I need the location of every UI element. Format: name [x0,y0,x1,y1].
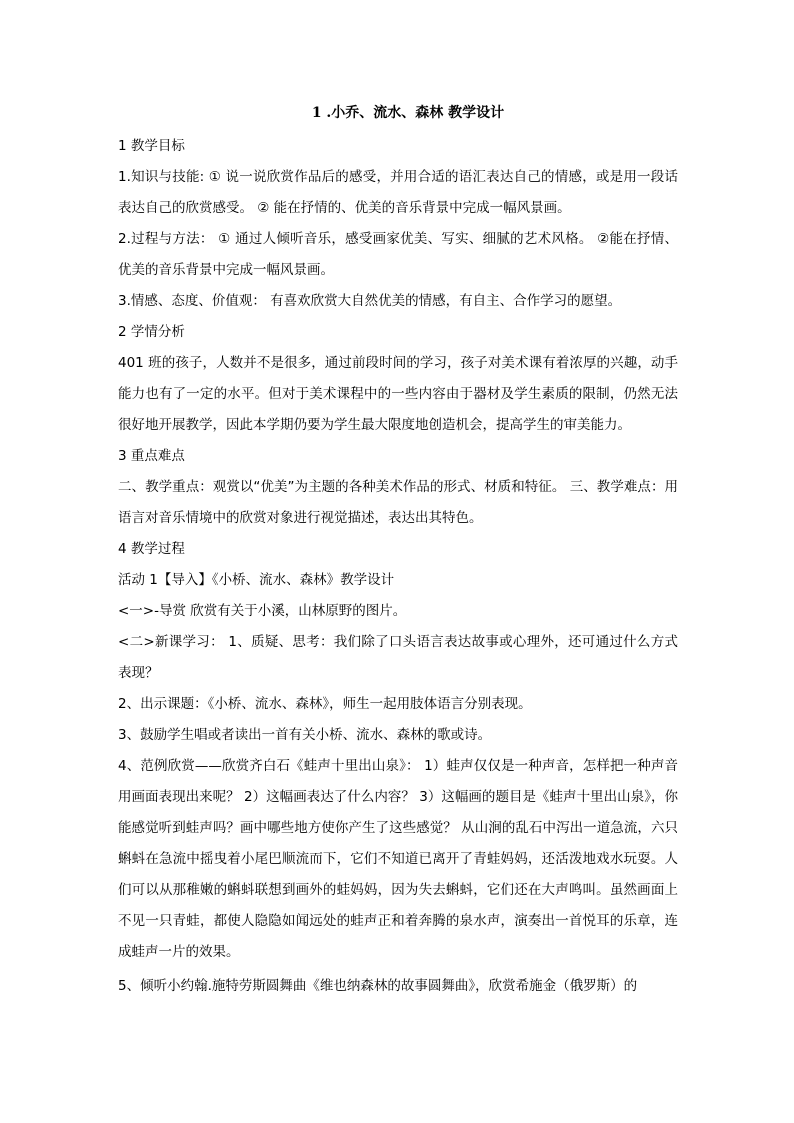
goals-process-method: 2.过程与方法： ① 通过人倾听音乐，感受画家优美、写实、细腻的艺术风格。 ②能在抒情、优美的音乐背景中完成一幅风景画。 [118,231,678,278]
process-step-guide: <一>-导赏 欣赏有关于小溪，山林原野的图片。 [118,603,407,619]
document-title: 1 .小乔、流水、森林 教学设计 [311,105,505,121]
process-activity-title: 活动 1【导入】《小桥、流水、森林》教学设计 [118,572,395,588]
section-heading-keypoints: 3 重点难点 [118,448,185,464]
analysis-paragraph: 401 班的孩子，人数并不是很多，通过前段时间的学习，孩子对美术课有着浓厚的兴趣，动手能力也有了一定的水平。但对于美术课程中的一些内容由于器材及学生素质的限制，仍然无法很好地开展教学，因此本学期仍要为学生最大限度地创造机会，提高学生的审美能力。 [118,355,678,433]
process-step-encourage: 3、鼓励学生唱或者读出一首有关小桥、流水、森林的歌或诗。 [118,727,492,743]
process-step-listen: 5、倾听小约翰.施特劳斯圆舞曲《维也纳森林的故事圆舞曲》，欣赏希施金（俄罗斯）的 [118,978,638,994]
goals-emotion-values: 3.情感、态度、价值观： 有喜欢欣赏大自然优美的情感，有自主、合作学习的愿望。 [118,293,622,309]
process-step-show-topic: 2、出示课题：《小桥、流水、森林》，师生一起用肢体语言分别表现。 [118,696,532,712]
section-heading-goals: 1 教学目标 [118,138,185,154]
process-step-new-lesson: <二>新课学习： 1、质疑、思考：我们除了口头语言表达故事或心理外，还可通过什么方式表现？ [118,634,678,681]
document-content [118,100,678,1002]
keypoints-paragraph: 二、教学重点：观赏以“优美”为主题的各种美术作品的形式、材质和特征。 三、教学难点：用语言对音乐情境中的欣赏对象进行视觉描述，表达出其特色。 [118,479,678,526]
section-heading-analysis: 2 学情分析 [118,324,185,340]
goals-knowledge-skills: 1.知识与技能: ① 说一说欣赏作品后的感受，并用合适的语汇表达自己的情感，或是用一段话表达自己的欣赏感受。 ② 能在抒情的、优美的音乐背景中完成一幅风景画。 [118,169,678,216]
section-heading-process: 4 教学过程 [118,541,185,557]
process-step-example: 4、范例欣赏——欣赏齐白石《蛙声十里出山泉》： 1）蛙声仅仅是一种声音，怎样把一种声音用画面表现出来呢？ 2）这幅画表达了什么内容？ 3）这幅画的题目是《蛙声十里出山泉》，你能感觉听到蛙声吗？画中哪些地方使你产生了这些感觉？ 从山涧的乱石中泻出一道急流，六只蝌蚪在急流中摇曳着小尾巴顺流而下，它们不知道已离开了青蛙妈妈，还活泼地戏水玩耍。人们可以从那稚嫩的蝌蚪联想到画外的蛙妈妈，因为失去蝌蚪，它们还在大声鸣叫。虽然画面上不见一只青蛙，都使人隐隐如闻远处的蛙声正和着奔腾的泉水声，演奏出一首悦耳的乐章，连成蛙声一片的效果。 [118,758,678,960]
